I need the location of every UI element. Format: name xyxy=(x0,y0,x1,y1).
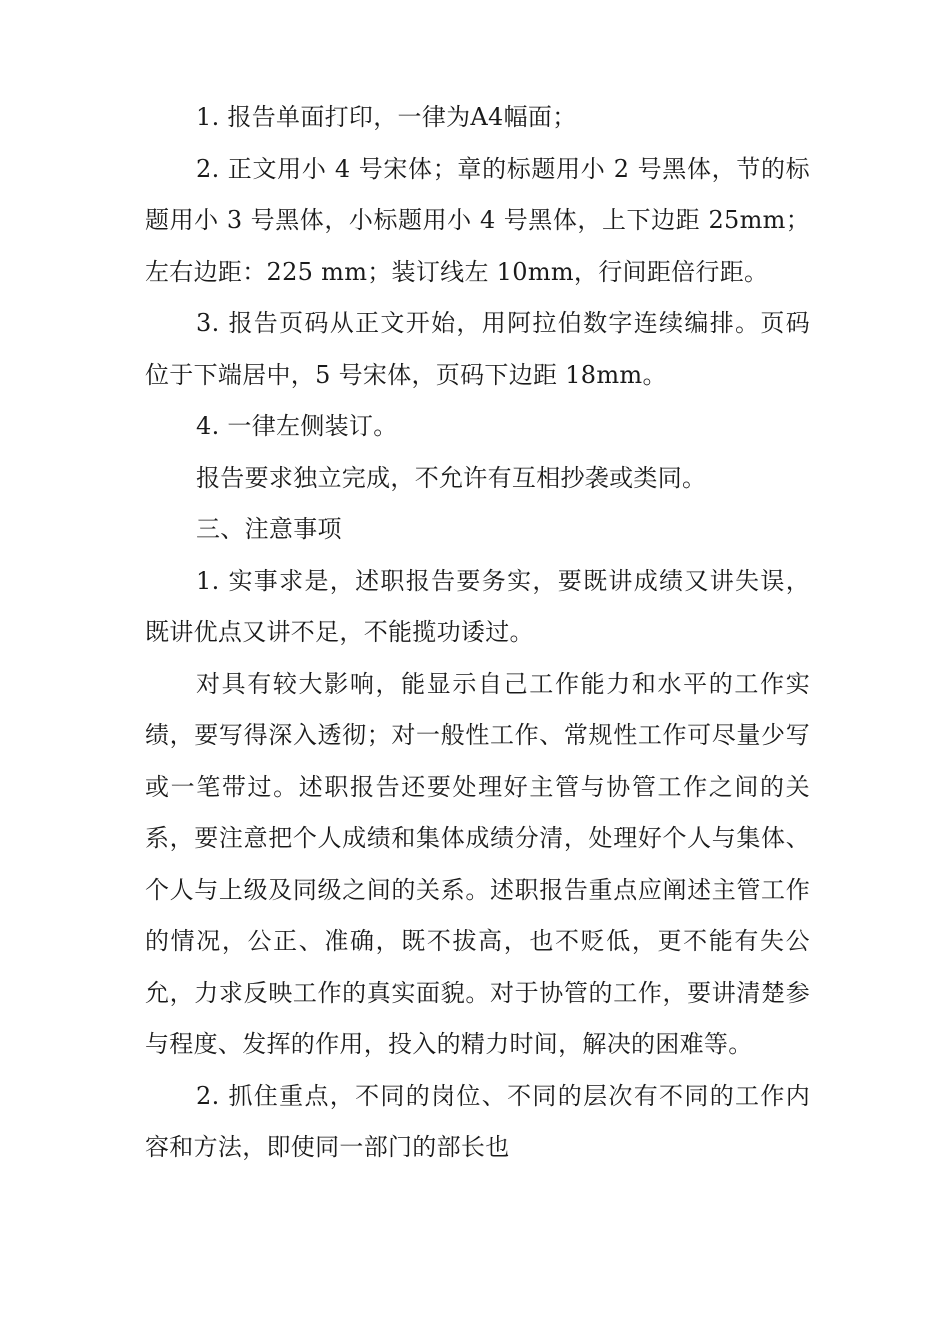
section-heading-notes: 三、注意事项 xyxy=(196,515,342,543)
paragraph-font-margins: 2. 正文用小 4 号宋体；章的标题用小 2 号黑体，节的标题用小 3 号黑体，小标题用小 4 号黑体，上下边距 25mm；左右边距：225 mm；装订线左 10mm，行间距倍行距。 xyxy=(145,154,810,286)
paragraph-binding: 4. 一律左侧装订。 xyxy=(196,412,398,440)
paragraph-achievements: 对具有较大影响，能显示自己工作能力和水平的工作实绩，要写得深入透彻；对一般性工作、常规性工作可尽量少写或一笔带过。述职报告还要处理好主管与协管工作之间的关系，要注意把个人成绩和集体成绩分清，处理好个人与集体、个人与上级及同级之间的关系。述职报告重点应阐述主管工作的情况，公正、准确，既不拔高，也不贬低，更不能有失公允，力求反映工作的真实面貌。对于协管的工作，要讲清楚参与程度、发挥的作用，投入的精力时间，解决的困难等。 xyxy=(145,669,810,1058)
paragraph-truthfulness: 1. 实事求是，述职报告要务实，要既讲成绩又讲失误，既讲优点又讲不足，不能揽功诿过。 xyxy=(145,566,810,646)
paragraph-print-format: 1. 报告单面打印，一律为A4幅面； xyxy=(196,103,577,131)
document-page xyxy=(145,92,810,1174)
paragraph-independent-work: 报告要求独立完成，不允许有互相抄袭或类同。 xyxy=(196,463,707,492)
paragraph-focus-points: 2. 抓住重点，不同的岗位、不同的层次有不同的工作内容和方法，即使同一部门的部长也 xyxy=(145,1081,810,1161)
paragraph-page-numbers: 3. 报告页码从正文开始，用阿拉伯数字连续编排。页码位于下端居中，5 号宋体，页码下边距 18mm。 xyxy=(145,309,810,389)
